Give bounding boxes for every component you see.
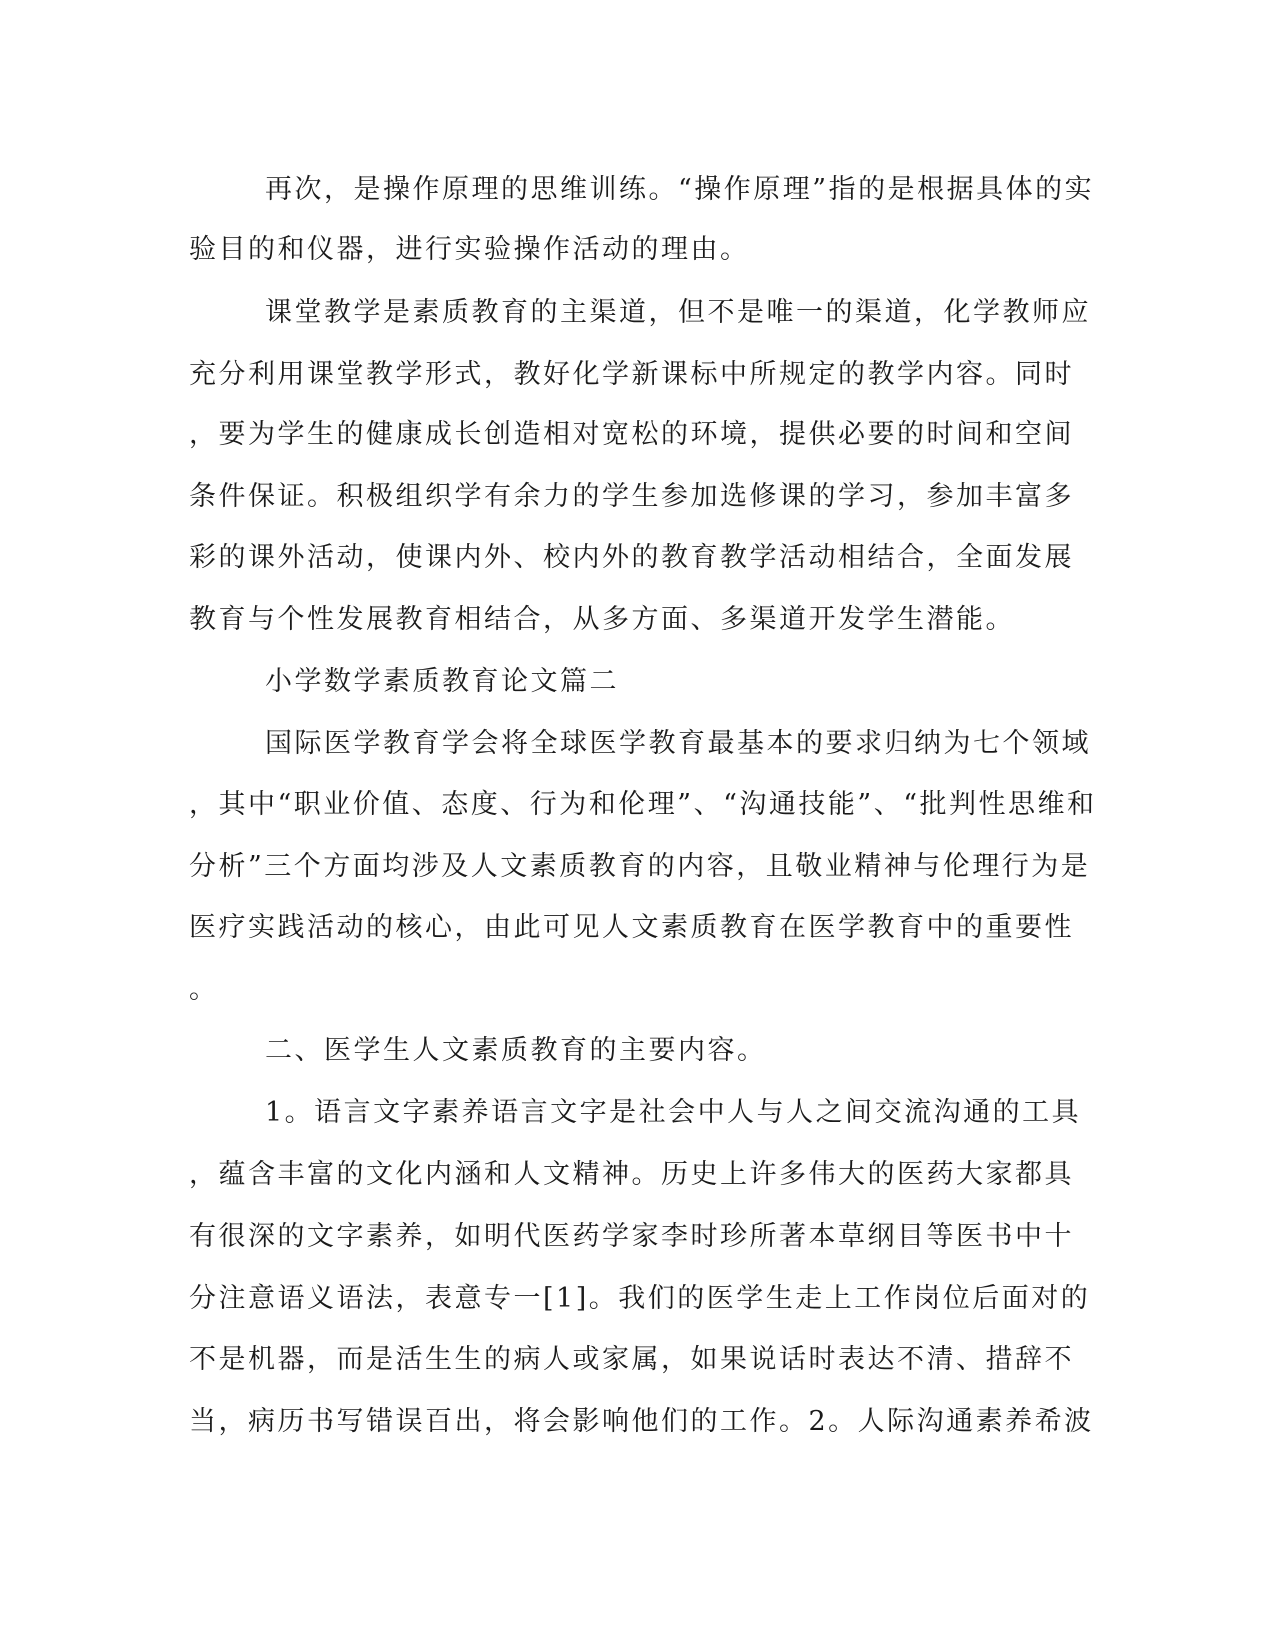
paragraph-line: 。: [189, 974, 219, 1005]
paragraph-line: 教育与个性发展教育相结合，从多方面、多渠道开发学生潜能。: [189, 604, 1015, 635]
paragraph-line: ，蕴含丰富的文化内涵和人文精神。历史上许多伟大的医药大家都具: [189, 1159, 1074, 1190]
paragraph-line: 再次，是操作原理的思维训练。“操作原理”指的是根据具体的实: [265, 174, 1095, 205]
paragraph-line: 有很深的文字素养，如明代医药学家李时珍所著本草纲目等医书中十: [189, 1221, 1074, 1252]
paragraph-line: 不是机器，而是活生生的病人或家属，如果说话时表达不清、措辞不: [189, 1344, 1074, 1375]
paragraph-line: 课堂教学是素质教育的主渠道，但不是唯一的渠道，化学教师应: [265, 297, 1091, 328]
paragraph-line: 分析”三个方面均涉及人文素质教育的内容，且敬业精神与伦理行为是: [189, 851, 1091, 882]
paragraph-line: 医疗实践活动的核心，由此可见人文素质教育在医学教育中的重要性: [189, 912, 1074, 943]
paragraph-line: 分注意语义语法，表意专一[1]。我们的医学生走上工作岗位后面对的: [189, 1283, 1091, 1314]
paragraph-line: 国际医学教育学会将全球医学教育最基本的要求归纳为七个领域: [265, 728, 1091, 759]
paragraph-line: 条件保证。积极组织学有余力的学生参加选修课的学习，参加丰富多: [189, 481, 1074, 512]
paragraph-line: ，要为学生的健康成长创造相对宽松的环境，提供必要的时间和空间: [189, 419, 1074, 450]
subsection-heading: 二、医学生人文素质教育的主要内容。: [265, 1035, 767, 1066]
paragraph-line: 彩的课外活动，使课内外、校内外的教育教学活动相结合，全面发展: [189, 542, 1074, 573]
paragraph-line: 充分利用课堂教学形式，教好化学新课标中所规定的教学内容。同时: [189, 359, 1074, 390]
paragraph-line: 当，病历书写错误百出，将会影响他们的工作。2。人际沟通素养希波: [189, 1406, 1094, 1437]
paragraph-line: 验目的和仪器，进行实验操作活动的理由。: [189, 234, 750, 265]
paragraph-line: ，其中“职业价值、态度、行为和伦理”、“沟通技能”、“批判性思维和: [189, 789, 1097, 820]
section-heading: 小学数学素质教育论文篇二: [265, 666, 619, 697]
paragraph-line: 1。语言文字素养语言文字是社会中人与人之间交流沟通的工具: [265, 1097, 1082, 1128]
